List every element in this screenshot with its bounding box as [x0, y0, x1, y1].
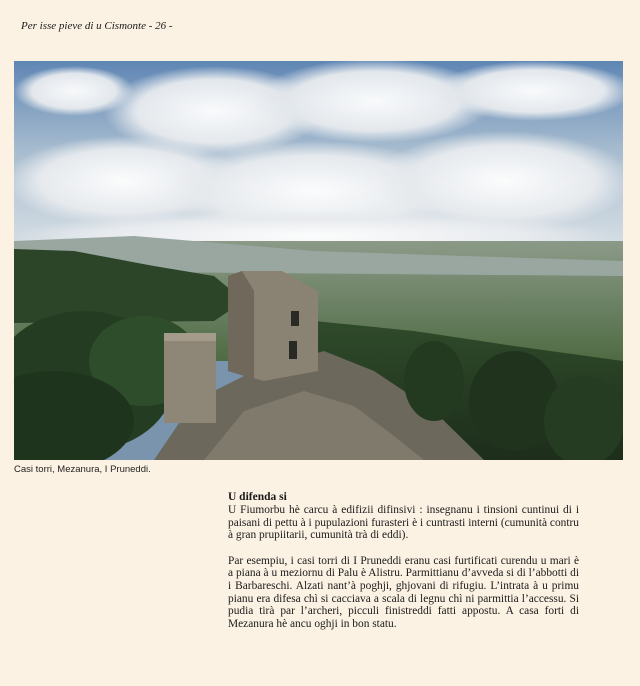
landscape-photo — [14, 61, 623, 460]
article — [228, 491, 579, 630]
article-paragraph-2: Par esempiu, i casi torri di I Pruneddi eranu casi furtificati curendu u mari è a piana à u meziornu di Palu è Alistru. Parmittianu d’avveda si di l’abbotti di i Barbareschi. Alzati nant’à poghji, ghjovani di rifugiu. L’intrata à u primu pianu era difesa chì si cacciava a scala di legnu chì ni parmittia l’accessu. Si pudia tirà par l’archeri, picculi finistreddi fatti appostu. A casa forti di Mezanura hè ancu oghji in bon statu. — [228, 554, 579, 630]
running-header: Per isse pieve di u Cismonte - 26 - — [21, 20, 173, 32]
photo-caption: Casi torri, Mezanura, I Pruneddi. — [14, 464, 151, 475]
article-paragraph-1: U Fiumorbu hè carcu à edifizii difinsivi : insegnanu i tinsioni cuntinui di i paisani di pettu à i pupulazioni furasteri è i cuntrasti interni (cumunità contru à gran prupiitarii, cumunità trà di eddi). — [228, 504, 579, 542]
article-heading: U difenda si — [228, 491, 287, 503]
